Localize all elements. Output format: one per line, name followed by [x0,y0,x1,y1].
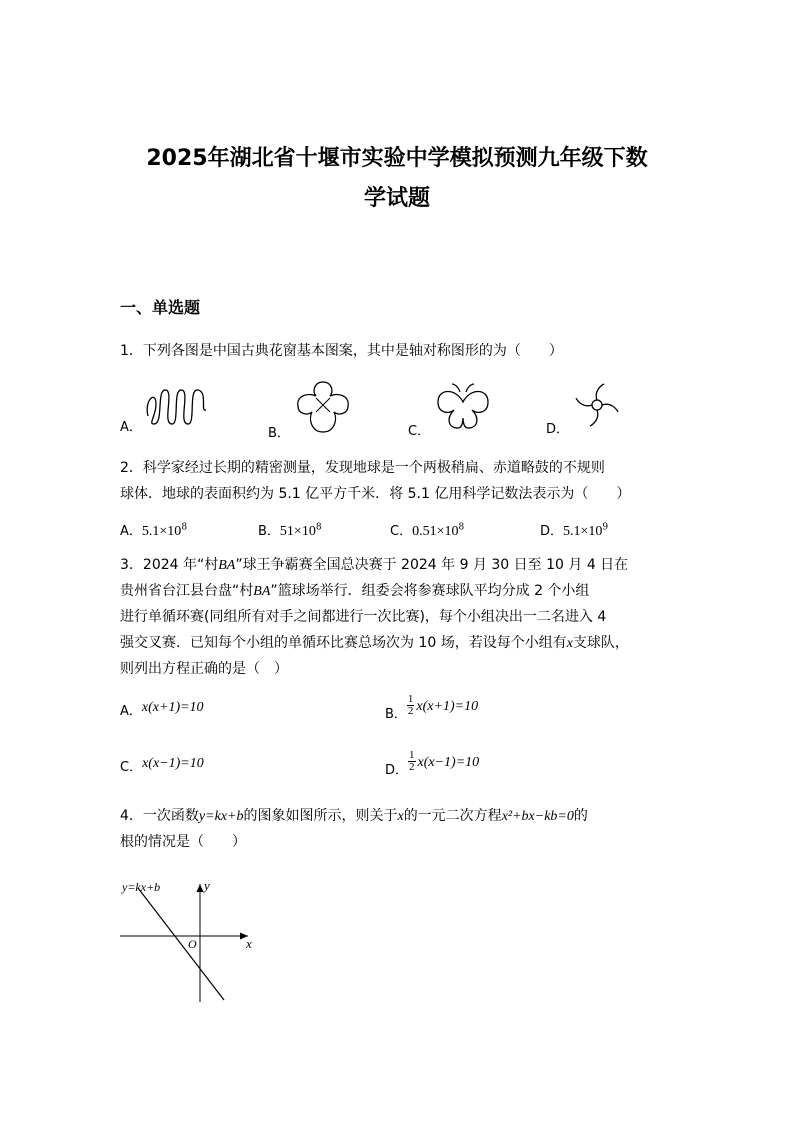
origin-label: O [188,937,197,951]
q1-option-a-label: A． [120,420,142,435]
page-title-line-2: 学试题 [363,186,430,211]
q2-option-a: A．$5.1\times 10^8$ [120,522,188,539]
q3-option-d: $_{D.}$ $\frac{1}{2}$ x(x−1)=10 [385,749,480,778]
question-2-line-1: 2．科学家经过长期的精密测量，发现地球是一个两极稍扁、赤道略鼓的不规则 [120,460,605,476]
question-3-line-3: 进行单循环赛(同组所有对手之间都进行一次比赛)，每个小组决出一二名进入 4 [120,609,607,625]
x-axis-label: x [246,936,252,951]
page-title-line-1: 2025年湖北省十堰市实验中学模拟预测九年级下数 [146,146,648,171]
question-4-line-1: 4．一次函数y=kx+b的图象如图所示，则关于x的一元二次方程x²+bx−kb=0的 [120,808,588,824]
section-header-single-choice: 一、单选题 [120,298,201,317]
linear-function-graph [116,876,266,1006]
q1-option-c-label: C． [408,424,431,439]
q1-option-d-label: D． [546,422,570,437]
question-1-text: 1．下列各图是中国古典花窗基本图案，其中是轴对称图形的为（ ） [120,343,563,359]
loops-pattern-icon [142,380,212,430]
question-4-line-2: 根的情况是（ ） [120,834,246,850]
q2-option-d: D．$5.1\times 10^9$ [540,522,609,539]
butterfly-pattern-icon [432,378,494,434]
question-3-line-2: 贵州省台江县台盘“村BA”篮球场举行．组委会将参赛球队平均分成 2 个小组 [120,583,590,599]
q2-option-b: B．$51\times 10^8$ [258,522,322,539]
q3-option-a: A．x(x+1)=10 [120,700,204,719]
y-axis-label: y [204,878,210,893]
question-3-line-4: 强交叉赛．已知每个小组的单循环比赛总场次为 10 场，若设每个小组有x支球队， [120,635,629,651]
question-3-line-1: 3．2024 年“村BA”球王争霸赛全国总决赛于 2024 年 9 月 30 日至 10 月 4 日在 [120,557,629,573]
function-line-label: y=kx+b [122,880,161,894]
q3-option-b: $_{B.}$ $\frac{1}{2}$ x(x+1)=10 [385,693,479,722]
q2-option-c: C．$0.51\times 10^8$ [390,522,465,539]
q1-option-b-label: B． [268,426,290,441]
y-axis-arrow-icon [197,884,204,892]
function-line [138,888,224,1000]
question-2-line-2: 球体．地球的表面积约为 5.1 亿平方千米．将 5.1 亿用科学记数法表示为（ ） [120,486,631,502]
four-petal-pattern-icon [292,378,354,436]
q3-option-c: C．x(x−1)=10 [120,756,204,775]
pinwheel-pattern-icon [570,380,624,430]
question-3-line-5: 则列出方程正确的是（ ） [120,661,288,677]
